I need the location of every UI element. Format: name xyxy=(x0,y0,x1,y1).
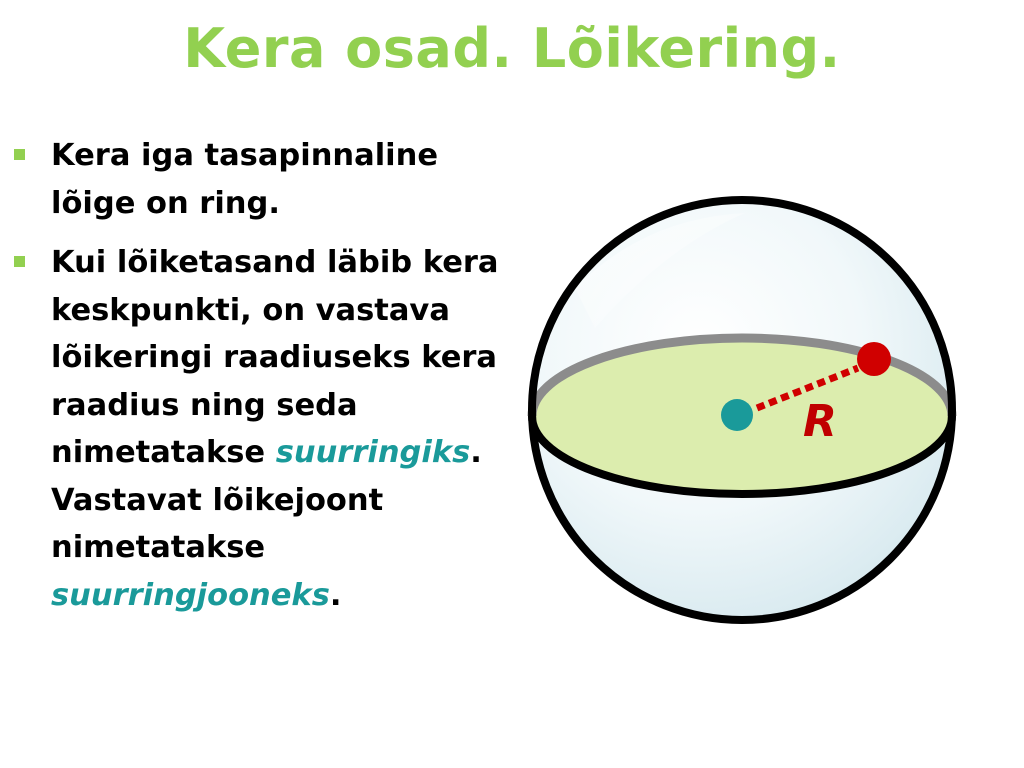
term-suurringjooneks: suurringjooneks xyxy=(51,577,330,613)
sphere-diagram xyxy=(515,188,965,633)
bullet-square-icon xyxy=(14,256,25,267)
bullet-item-1 xyxy=(14,132,504,227)
center-point-icon xyxy=(721,399,753,431)
edge-point-icon xyxy=(857,342,891,376)
bullet-text: Kui lõiketasand läbib kera keskpunkti, on vastava lõikeringi raadiuseks kera raadius ning seda nimetatakse xyxy=(51,245,499,470)
bullet-text: . xyxy=(329,577,342,613)
term-suurringiks: suurringiks xyxy=(275,435,471,470)
bullet-list xyxy=(14,132,504,631)
bullet-square-icon xyxy=(14,149,25,160)
radius-label: R xyxy=(803,396,837,447)
bullet-text: . Vastavat lõikejoont nimetatakse xyxy=(51,435,482,565)
bullet-text: Kera iga tasapinnaline lõige on ring. xyxy=(51,138,439,221)
bullet-item-2 xyxy=(14,239,504,619)
slide-title: Kera osad. Lõikering. xyxy=(183,17,841,80)
